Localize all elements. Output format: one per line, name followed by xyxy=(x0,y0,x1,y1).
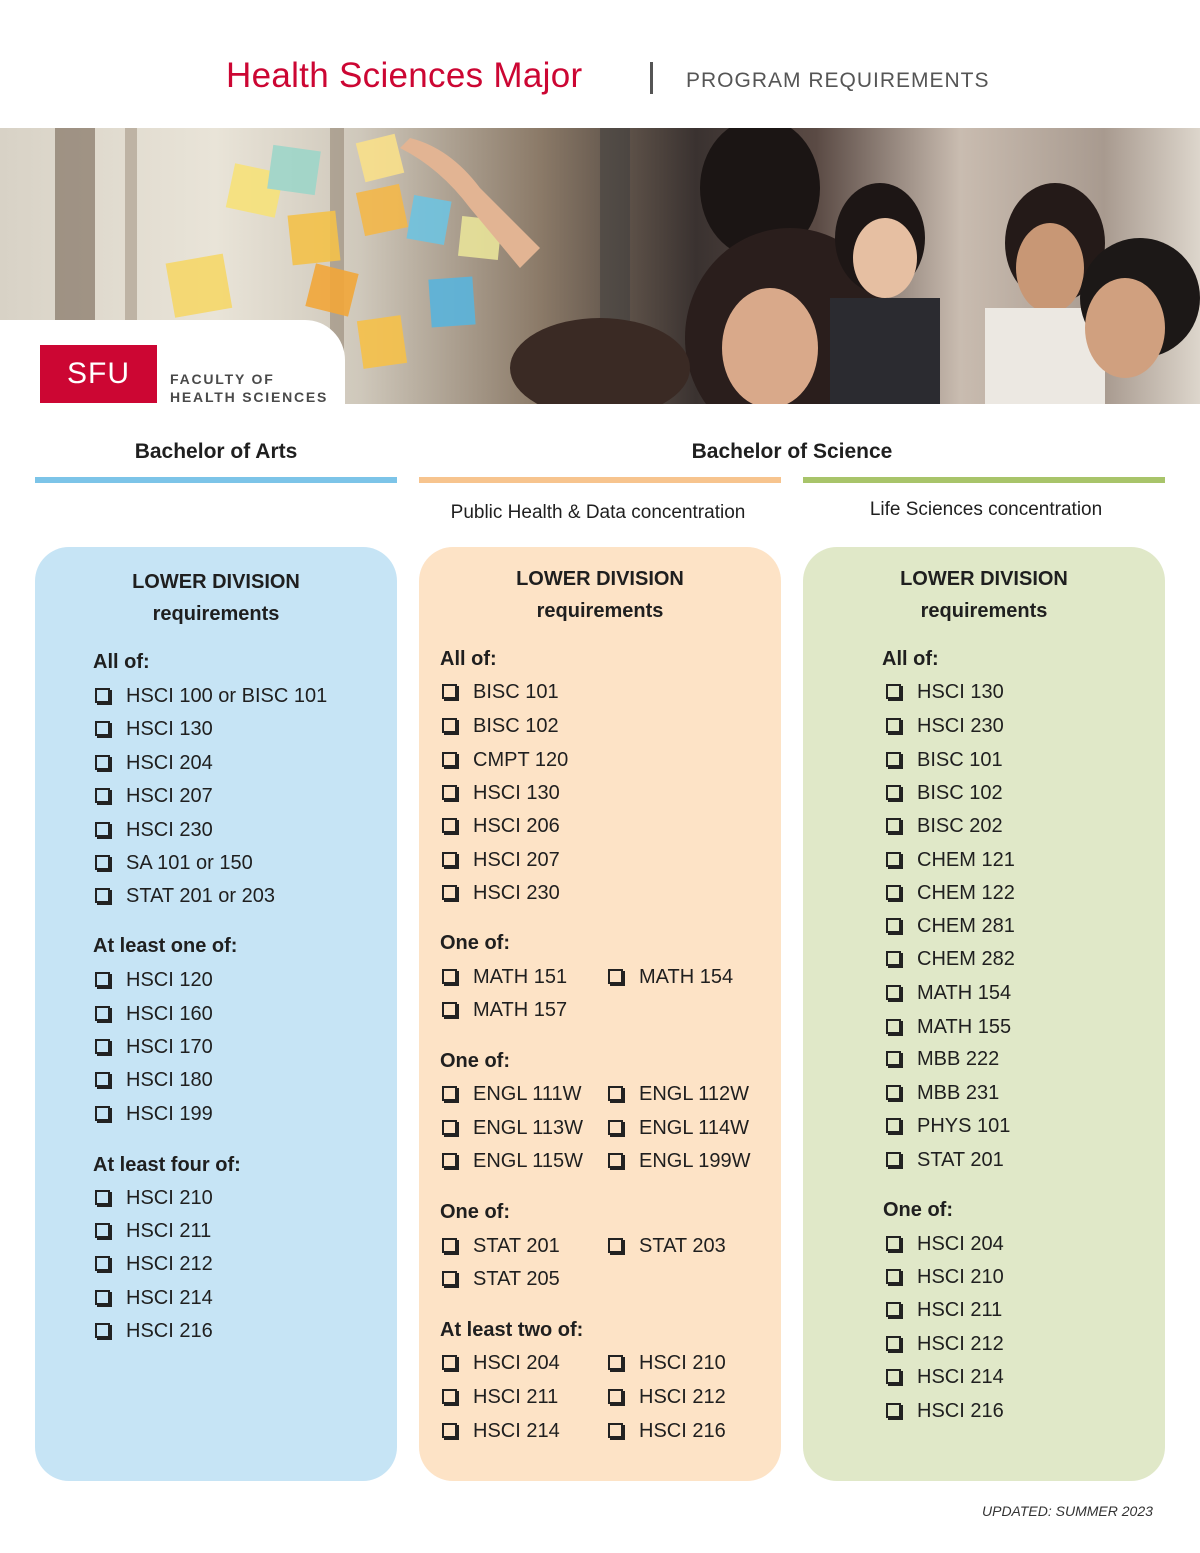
checkbox[interactable] xyxy=(95,855,110,870)
title-divider xyxy=(650,62,653,94)
checkbox[interactable] xyxy=(886,785,901,800)
checklist-item[interactable]: ENGL 115W xyxy=(442,1150,583,1173)
checkbox[interactable] xyxy=(442,1002,457,1017)
checkbox[interactable] xyxy=(886,1403,901,1418)
checkbox[interactable] xyxy=(886,818,901,833)
checklist-item[interactable]: CHEM 122 xyxy=(886,882,1015,905)
ba-panel-heading xyxy=(35,566,397,630)
checkbox[interactable] xyxy=(95,688,110,703)
checklist-item[interactable]: HSCI 230 xyxy=(442,882,560,905)
checkbox[interactable] xyxy=(95,1039,110,1054)
panel-heading-line-1: LOWER DIVISION xyxy=(132,571,300,593)
checkbox[interactable] xyxy=(95,755,110,770)
checklist-item[interactable]: HSCI 214 xyxy=(95,1287,213,1310)
checklist-item[interactable]: HSCI 170 xyxy=(95,1036,213,1059)
checkbox[interactable] xyxy=(886,1302,901,1317)
ph-all-of-label: All of: xyxy=(440,648,497,670)
checkbox[interactable] xyxy=(95,1006,110,1021)
checkbox[interactable] xyxy=(442,1271,457,1286)
degree-bs-title: Bachelor of Science xyxy=(691,440,893,463)
checklist-item[interactable]: MATH 154 xyxy=(608,966,733,989)
checklist-item[interactable]: HSCI 130 xyxy=(442,782,560,805)
checkbox[interactable] xyxy=(886,1152,901,1167)
page-title: Health Sciences Major xyxy=(226,56,583,95)
checklist-item[interactable]: ENGL 199W xyxy=(608,1150,751,1173)
checkbox[interactable] xyxy=(95,888,110,903)
checklist-item[interactable]: HSCI 130 xyxy=(95,718,213,741)
checklist-item[interactable]: STAT 205 xyxy=(442,1268,560,1291)
checkbox[interactable] xyxy=(608,1389,623,1404)
checkbox[interactable] xyxy=(886,1118,901,1133)
ph-stat-label: One of: xyxy=(440,1201,510,1223)
checkbox[interactable] xyxy=(608,1238,623,1253)
ls-concentration: Life Sciences concentration xyxy=(869,499,1103,520)
checkbox[interactable] xyxy=(442,785,457,800)
checklist-item[interactable]: HSCI 214 xyxy=(442,1420,560,1443)
checkbox[interactable] xyxy=(886,718,901,733)
checklist-item[interactable]: HSCI 212 xyxy=(95,1253,213,1276)
checklist-item[interactable]: HSCI 160 xyxy=(95,1003,213,1026)
ph-requirements-panel xyxy=(419,547,781,1481)
ba-all-of-label: All of: xyxy=(93,651,150,673)
checklist-item[interactable]: STAT 201 xyxy=(442,1235,560,1258)
checklist-item[interactable]: HSCI 216 xyxy=(95,1320,213,1343)
checkbox[interactable] xyxy=(442,718,457,733)
updated-note: UPDATED: SUMMER 2023 xyxy=(982,1503,1153,1519)
checkbox[interactable] xyxy=(442,1423,457,1438)
checkbox[interactable] xyxy=(886,918,901,933)
checklist-item[interactable]: STAT 201 xyxy=(886,1149,1004,1172)
checkbox[interactable] xyxy=(442,1153,457,1168)
checklist-item[interactable]: ENGL 112W xyxy=(608,1083,749,1106)
checklist-item[interactable]: MATH 157 xyxy=(442,999,567,1022)
checklist-item[interactable]: HSCI 130 xyxy=(886,681,1004,704)
checkbox[interactable] xyxy=(886,1085,901,1100)
checklist-item[interactable]: MBB 222 xyxy=(886,1048,999,1071)
checkbox[interactable] xyxy=(95,1223,110,1238)
checkbox[interactable] xyxy=(95,1190,110,1205)
checkbox[interactable] xyxy=(886,1019,901,1034)
checkbox[interactable] xyxy=(886,1236,901,1251)
faculty-line-1: FACULTY OF xyxy=(170,371,275,387)
checklist-item[interactable]: MATH 151 xyxy=(442,966,567,989)
checkbox[interactable] xyxy=(95,1290,110,1305)
page-header xyxy=(0,52,1200,108)
checklist-item[interactable]: HSCI 204 xyxy=(442,1352,560,1375)
checklist-item[interactable]: HSCI 207 xyxy=(442,849,560,872)
checklist-item[interactable]: HSCI 211 xyxy=(442,1386,558,1409)
ba-one-of-label: At least one of: xyxy=(93,935,238,957)
checkbox[interactable] xyxy=(886,985,901,1000)
checklist-item[interactable]: HSCI 216 xyxy=(608,1420,726,1443)
checklist-item[interactable]: MATH 154 xyxy=(886,982,1011,1005)
checkbox[interactable] xyxy=(886,885,901,900)
checklist-item[interactable]: HSCI 211 xyxy=(886,1299,1002,1322)
checkbox[interactable] xyxy=(886,1051,901,1066)
checklist-item[interactable]: HSCI 206 xyxy=(442,815,560,838)
checkbox[interactable] xyxy=(442,1086,457,1101)
panel-heading-line-2: requirements xyxy=(152,603,280,625)
checklist-item[interactable]: CHEM 281 xyxy=(886,915,1015,938)
checkbox[interactable] xyxy=(886,951,901,966)
checkbox[interactable] xyxy=(95,1256,110,1271)
checklist-item[interactable]: HSCI 207 xyxy=(95,785,213,808)
ls-all-of-label: All of: xyxy=(882,648,939,670)
checkbox[interactable] xyxy=(442,1355,457,1370)
checkbox[interactable] xyxy=(886,752,901,767)
checkbox[interactable] xyxy=(442,885,457,900)
checkbox[interactable] xyxy=(95,1072,110,1087)
checklist-item[interactable]: HSCI 212 xyxy=(608,1386,726,1409)
checkbox[interactable] xyxy=(95,788,110,803)
ls-requirements-panel xyxy=(803,547,1165,1481)
sfu-logo: SFU xyxy=(40,345,157,403)
checkbox[interactable] xyxy=(95,1323,110,1338)
checkbox[interactable] xyxy=(608,1086,623,1101)
checklist-item[interactable]: CHEM 282 xyxy=(886,948,1015,971)
checklist-item[interactable]: BISC 101 xyxy=(886,749,1003,772)
checklist-item[interactable]: HSCI 210 xyxy=(608,1352,726,1375)
checkbox[interactable] xyxy=(608,1120,623,1135)
checkbox[interactable] xyxy=(95,1106,110,1121)
degree-ba-title: Bachelor of Arts xyxy=(134,440,298,463)
checklist-item[interactable]: HSCI 230 xyxy=(886,715,1004,738)
faculty-line-2: HEALTH SCIENCES xyxy=(170,389,329,405)
checklist-item[interactable]: STAT 203 xyxy=(608,1235,726,1258)
checklist-item[interactable]: HSCI 204 xyxy=(886,1233,1004,1256)
checkbox[interactable] xyxy=(608,1423,623,1438)
checklist-item[interactable]: HSCI 100 or BISC 101 xyxy=(95,685,327,708)
checkbox[interactable] xyxy=(442,1238,457,1253)
checklist-item[interactable]: HSCI 180 xyxy=(95,1069,213,1092)
checkbox[interactable] xyxy=(442,1120,457,1135)
panel-heading-line-1: LOWER DIVISION xyxy=(516,568,684,590)
ba-four-of-label: At least four of: xyxy=(93,1154,241,1176)
checklist-item[interactable]: MATH 155 xyxy=(886,1016,1011,1039)
panel-heading-line-1: LOWER DIVISION xyxy=(900,568,1068,590)
checklist-item[interactable]: ENGL 114W xyxy=(608,1117,749,1140)
checkbox[interactable] xyxy=(886,1336,901,1351)
ph-rule xyxy=(419,477,781,483)
panel-heading-line-2: requirements xyxy=(920,600,1048,622)
checkbox[interactable] xyxy=(95,822,110,837)
checkbox[interactable] xyxy=(442,1389,457,1404)
checkbox[interactable] xyxy=(442,969,457,984)
checklist-item[interactable]: HSCI 204 xyxy=(95,752,213,775)
checklist-item[interactable]: HSCI 210 xyxy=(886,1266,1004,1289)
checkbox[interactable] xyxy=(608,969,623,984)
checklist-item[interactable]: BISC 101 xyxy=(442,681,559,704)
checklist-item[interactable]: HSCI 199 xyxy=(95,1103,213,1126)
checklist-item[interactable]: HSCI 230 xyxy=(95,819,213,842)
checklist-item[interactable]: SA 101 or 150 xyxy=(95,852,253,875)
checkbox[interactable] xyxy=(886,1269,901,1284)
checkbox[interactable] xyxy=(95,972,110,987)
checkbox[interactable] xyxy=(886,852,901,867)
checklist-item[interactable]: HSCI 216 xyxy=(886,1400,1004,1423)
ph-concentration: Public Health & Data concentration xyxy=(450,502,746,523)
ph-two-of-label: At least two of: xyxy=(440,1319,584,1341)
page-subtitle: PROGRAM REQUIREMENTS xyxy=(686,69,990,92)
ls-one-of-label: One of: xyxy=(883,1199,953,1221)
checklist-item[interactable]: BISC 102 xyxy=(886,782,1003,805)
ph-math-label: One of: xyxy=(440,932,510,954)
ph-engl-label: One of: xyxy=(440,1050,510,1072)
checklist-item[interactable]: PHYS 101 xyxy=(886,1115,1010,1138)
checklist-item[interactable]: HSCI 214 xyxy=(886,1366,1004,1389)
checkbox[interactable] xyxy=(95,721,110,736)
checklist-item[interactable]: BISC 202 xyxy=(886,815,1003,838)
checklist-item[interactable]: HSCI 212 xyxy=(886,1333,1004,1356)
checklist-item[interactable]: BISC 102 xyxy=(442,715,559,738)
checkbox[interactable] xyxy=(442,818,457,833)
checklist-item[interactable]: CHEM 121 xyxy=(886,849,1015,872)
checkbox[interactable] xyxy=(886,684,901,699)
panel-heading-line-2: requirements xyxy=(536,600,664,622)
checkbox[interactable] xyxy=(608,1153,623,1168)
checkbox[interactable] xyxy=(442,684,457,699)
checklist-item[interactable]: MBB 231 xyxy=(886,1082,999,1105)
checklist-item[interactable]: HSCI 120 xyxy=(95,969,213,992)
ls-rule xyxy=(803,477,1165,483)
ba-requirements-panel xyxy=(35,547,397,1481)
checkbox[interactable] xyxy=(886,1369,901,1384)
ph-panel-heading xyxy=(419,563,781,627)
checklist-item[interactable]: STAT 201 or 203 xyxy=(95,885,275,908)
checkbox[interactable] xyxy=(608,1355,623,1370)
checklist-item[interactable]: CMPT 120 xyxy=(442,749,568,772)
checklist-item[interactable]: HSCI 210 xyxy=(95,1187,213,1210)
checklist-item[interactable]: ENGL 113W xyxy=(442,1117,583,1140)
checkbox[interactable] xyxy=(442,852,457,867)
checklist-item[interactable]: ENGL 111W xyxy=(442,1083,582,1106)
ls-panel-heading xyxy=(803,563,1165,627)
faculty-name xyxy=(170,370,328,406)
ba-rule xyxy=(35,477,397,483)
checkbox[interactable] xyxy=(442,752,457,767)
checklist-item[interactable]: HSCI 211 xyxy=(95,1220,211,1243)
